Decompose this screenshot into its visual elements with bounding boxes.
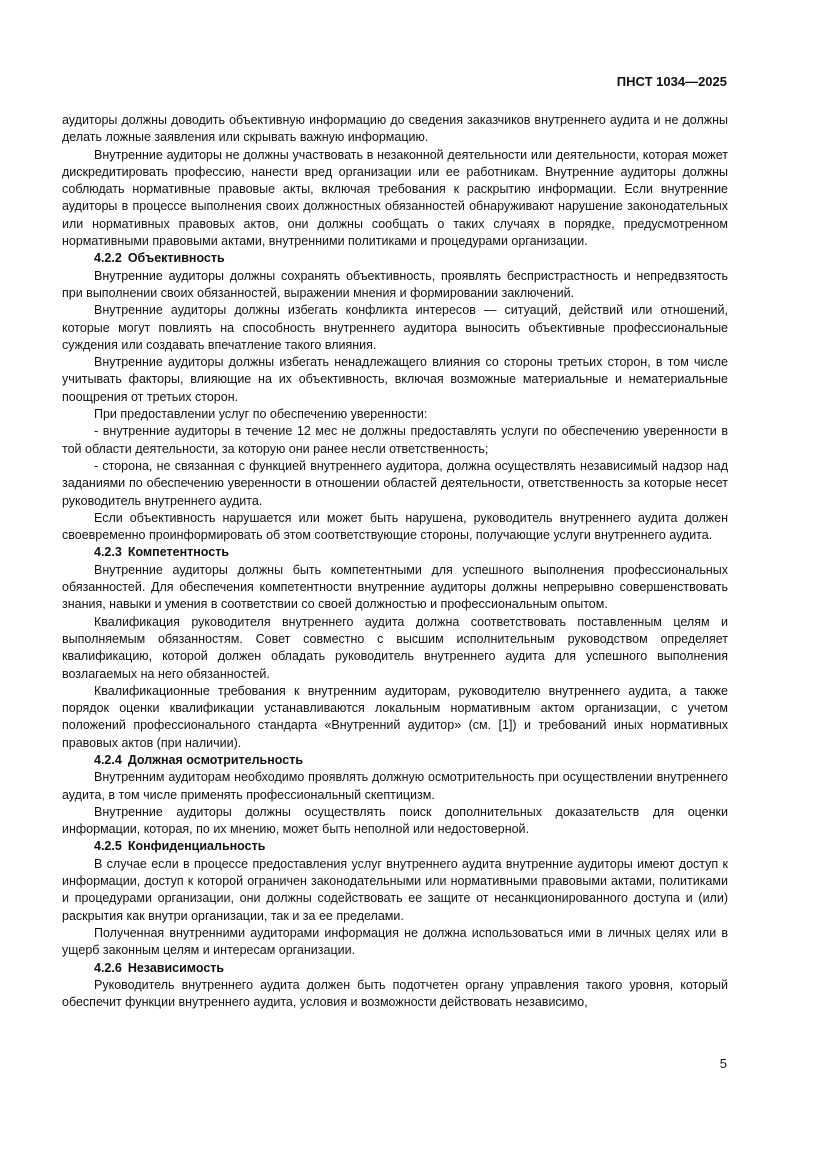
list-item: - внутренние аудиторы в течение 12 мес не должны предоставлять услуги по обеспечению уверенности в той области деятельности, за которую они ранее несли ответственность; (62, 424, 728, 456)
section-title: Должная осмотрительность (127, 752, 304, 767)
paragraph: Внутренние аудиторы не должны участвовать в незаконной деятельности или деятельности, которая может дискредитировать профессию, нанести вред организации или ее работникам. Внутренние аудиторы должны соблюдать нормативные правовые акты, включая требования к раскрытию информации. Если внутренние аудиторы в процессе выполнения своих должностных обязанностей обнаруживают нарушение законодательных или нормативных правовых актов, они должны сообщать о таких случаях в порядке, предусмотренном нормативными правовыми актами, внутренними политиками и процедурами организации. (62, 147, 728, 249)
paragraph: В случае если в процессе предоставления услуг внутреннего аудита внутренние аудиторы имеют доступ к информации, доступ к которой ограничен законодательными или нормативными правовыми актами, политиками и процедурами организации, они должны содействовать ее защите от несанкционированного доступа и (или) раскрытия как внутри организации, так и за ее пределами. (62, 856, 728, 923)
section-heading (62, 960, 728, 977)
paragraph: Полученная внутренними аудиторами информация не должна использоваться ими в личных целях или в ущерб законным целям и интересам организации. (62, 925, 728, 958)
paragraph: Внутренние аудиторы должны избегать конфликта интересов — ситуаций, действий или отношений, которые могут повлиять на способность внутреннего аудитора выносить объективные профессиональные суждения или создавать впечатление такого влияния. (62, 303, 728, 352)
document-body (62, 112, 728, 1011)
section-heading (62, 544, 728, 561)
page-number: 5 (719, 1056, 727, 1071)
list-item: - сторона, не связанная с функцией внутреннего аудитора, должна осуществлять независимый надзор над заданиями по обеспечению уверенности в отношении областей деятельности, ответственность за которые несет руководитель внутреннего аудита. (62, 458, 728, 508)
section-number: 4.2.4 (94, 752, 122, 767)
paragraph: Внутренние аудиторы должны сохранять объективность, проявлять беспристрастность и непредвзятость при выполнении своих обязанностей, выражении мнения и формировании заключений. (62, 268, 728, 300)
paragraph: Если объективность нарушается или может быть нарушена, руководитель внутреннего аудита должен своевременно проинформировать об этом соответствующие стороны, получающие услуги внутреннего аудита. (62, 510, 728, 543)
paragraph: Внутренние аудиторы должны осуществлять поиск дополнительных доказательств для оценки информации, которая, по их мнению, может быть неполной или недостоверной. (62, 804, 728, 837)
section-heading (62, 838, 728, 855)
paragraph: Квалификация руководителя внутреннего аудита должна соответствовать поставленным целям и выполняемым обязанностям. Совет совместно с высшим исполнительным руководством определяет квалификацию, которой должен обладать руководитель внутреннего аудита для успешного выполнения возлагаемых на него обязанностей. (62, 614, 728, 681)
section-title: Независимость (127, 960, 225, 975)
section-heading (62, 250, 728, 267)
section-heading (62, 752, 728, 769)
paragraph: Квалификационные требования к внутренним аудиторам, руководителю внутреннего аудита, а также порядок оценки квалификации устанавливаются локальным нормативным актом организации, с учетом положений профессионального стандарта «Внутренний аудитор» (см. [1]) и требований иных нормативных правовых актов (при наличии). (62, 683, 728, 750)
section-title: Объективность (127, 251, 225, 266)
section-number: 4.2.5 (94, 839, 122, 854)
paragraph: При предоставлении услуг по обеспечению уверенности: (94, 407, 428, 422)
section-title: Конфиденциальность (127, 839, 266, 854)
section-number: 4.2.6 (94, 960, 122, 975)
section-number: 4.2.3 (94, 545, 122, 560)
paragraph: Внутренние аудиторы должны избегать ненадлежащего влияния со стороны третьих сторон, в том числе учитывать факторы, влияющие на их объективность, включая возможные материальные и нематериальные поощрения от третьих сторон. (62, 355, 728, 404)
section-number: 4.2.2 (94, 251, 122, 266)
paragraph: Внутренние аудиторы должны быть компетентными для успешного выполнения профессиональных обязанностей. Для обеспечения компетентности внутренние аудиторы должны непрерывно совершенствовать знания, навыки и умения в соответствии со своей должностью и профессиональным опытом. (62, 562, 728, 612)
section-title: Компетентность (127, 545, 230, 560)
document-id: ПНСТ 1034—2025 (616, 74, 727, 89)
paragraph: аудиторы должны доводить объективную информацию до сведения заказчиков внутреннего аудита и не должны делать ложные заявления или скрывать важную информацию. (62, 113, 728, 145)
paragraph: Руководитель внутреннего аудита должен быть подотчетен органу управления такого уровня, который обеспечит функции внутреннего аудита, условия и возможности действовать независимо, (62, 977, 728, 1010)
paragraph: Внутренним аудиторам необходимо проявлять должную осмотрительность при осуществлении внутреннего аудита, в том числе применять профессиональный скептицизм. (62, 770, 728, 802)
